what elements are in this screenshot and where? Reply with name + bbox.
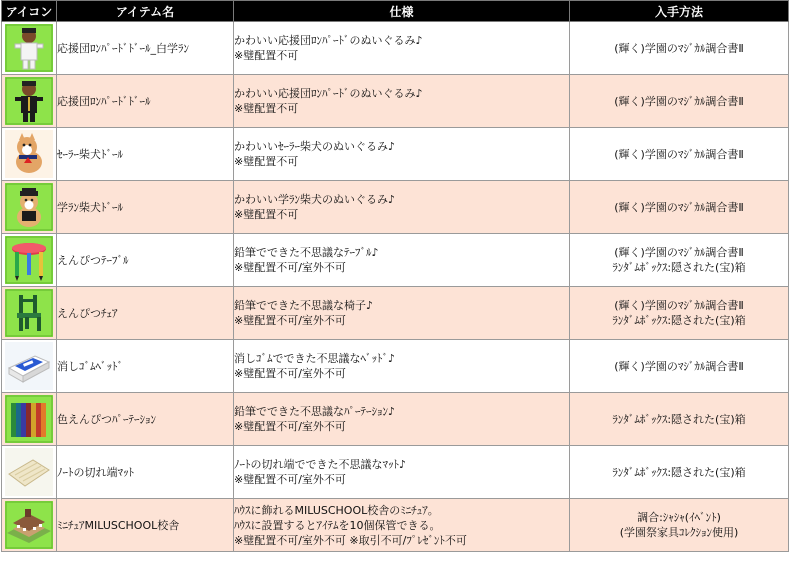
icon-cell bbox=[2, 393, 57, 446]
sailor-shiba-doll-icon bbox=[5, 130, 53, 178]
item-obtain bbox=[570, 340, 789, 393]
table-row bbox=[2, 287, 789, 340]
pencil-chair-icon bbox=[5, 289, 53, 337]
table-row bbox=[2, 446, 789, 499]
spec-line: ※璧配置不可 bbox=[234, 49, 299, 62]
miniature-school-icon bbox=[5, 501, 53, 549]
item-name: 応援団ﾛﾝﾊﾟｰﾄﾞﾄﾞｰﾙ_白学ﾗﾝ bbox=[57, 22, 234, 75]
spec-line: かわいい応援団ﾛﾝﾊﾟｰﾄﾞのぬいぐるみ♪ bbox=[234, 34, 423, 47]
obtain-line: (輝く)学園のﾏｼﾞｶﾙ調合書Ⅱ bbox=[614, 200, 744, 214]
item-name: 学ﾗﾝ柴犬ﾄﾞｰﾙ bbox=[57, 181, 234, 234]
obtain-line: 調合:ｼｬｼｬ(ｲﾍﾞﾝﾄ) bbox=[637, 511, 721, 524]
item-spec bbox=[234, 393, 570, 446]
white-uniform-cheer-doll-icon bbox=[5, 24, 53, 72]
item-name: 色えんぴつﾊﾟｰﾃｰｼｮﾝ bbox=[57, 393, 234, 446]
spec-line: ﾉｰﾄの切れ端でできた不思議なﾏｯﾄ♪ bbox=[234, 458, 407, 471]
notebook-scrap-mat-icon bbox=[5, 448, 53, 496]
spec-line: ※璧配置不可/室外不可 bbox=[234, 261, 346, 274]
item-obtain bbox=[570, 181, 789, 234]
obtain-line: ﾗﾝﾀﾞﾑﾎﾞｯｸｽ:隠された(宝)箱 bbox=[612, 465, 746, 479]
spec-line: ※璧配置不可 bbox=[234, 208, 299, 221]
spec-line: ﾊｳｽに設置するとｱｲﾃﾑを10個保管できる。 bbox=[234, 518, 441, 532]
item-spec bbox=[234, 234, 570, 287]
item-name: ｾｰﾗｰ柴犬ﾄﾞｰﾙ bbox=[57, 128, 234, 181]
item-obtain bbox=[570, 75, 789, 128]
header-icon: アイコン bbox=[2, 1, 57, 22]
item-obtain bbox=[570, 287, 789, 340]
item-name: えんぴつﾃｰﾌﾞﾙ bbox=[57, 234, 234, 287]
spec-line: ※璧配置不可 bbox=[234, 102, 299, 115]
item-obtain bbox=[570, 499, 789, 552]
item-spec bbox=[234, 128, 570, 181]
table-row bbox=[2, 340, 789, 393]
item-name: ﾐﾆﾁｭｱMILUSCHOOL校舎 bbox=[57, 499, 234, 552]
icon-cell bbox=[2, 340, 57, 393]
item-name: ﾉｰﾄの切れ端ﾏｯﾄ bbox=[57, 446, 234, 499]
obtain-line: ﾗﾝﾀﾞﾑﾎﾞｯｸｽ:隠された(宝)箱 bbox=[612, 261, 746, 274]
item-spec bbox=[234, 499, 570, 552]
item-spec bbox=[234, 181, 570, 234]
table-row bbox=[2, 22, 789, 75]
table-row bbox=[2, 499, 789, 552]
icon-cell bbox=[2, 499, 57, 552]
spec-line: ﾊｳｽに飾れるMILUSCHOOL校舎のﾐﾆﾁｭｱ。 bbox=[234, 503, 439, 517]
black-uniform-cheer-doll-icon bbox=[5, 77, 53, 125]
table-header-row bbox=[2, 1, 789, 22]
header-item-name: アイテム名 bbox=[57, 1, 234, 22]
item-spec bbox=[234, 75, 570, 128]
icon-cell bbox=[2, 75, 57, 128]
icon-cell bbox=[2, 287, 57, 340]
spec-line: かわいい学ﾗﾝ柴犬のぬいぐるみ♪ bbox=[234, 193, 396, 206]
spec-line: かわいい応援団ﾛﾝﾊﾟｰﾄﾞのぬいぐるみ♪ bbox=[234, 87, 423, 100]
spec-line: ※璧配置不可 bbox=[234, 155, 299, 168]
spec-line: ※璧配置不可/室外不可 bbox=[234, 420, 346, 433]
obtain-line: (輝く)学園のﾏｼﾞｶﾙ調合書Ⅱ bbox=[614, 246, 744, 259]
item-name: 消しｺﾞﾑﾍﾞｯﾄﾞ bbox=[57, 340, 234, 393]
item-spec bbox=[234, 287, 570, 340]
obtain-line: (学園祭家具ｺﾚｸｼｮﾝ使用) bbox=[619, 526, 739, 539]
spec-line: 消しｺﾞﾑでできた不思議なﾍﾞｯﾄﾞ♪ bbox=[234, 352, 396, 365]
obtain-line: (輝く)学園のﾏｼﾞｶﾙ調合書Ⅱ bbox=[614, 94, 744, 108]
item-table bbox=[1, 0, 789, 552]
item-name: 応援団ﾛﾝﾊﾟｰﾄﾞﾄﾞｰﾙ bbox=[57, 75, 234, 128]
spec-line: 鉛筆でできた不思議なﾃｰﾌﾞﾙ♪ bbox=[234, 246, 379, 259]
obtain-line: (輝く)学園のﾏｼﾞｶﾙ調合書Ⅱ bbox=[614, 359, 744, 373]
eraser-bed-icon bbox=[5, 342, 53, 390]
obtain-line: (輝く)学園のﾏｼﾞｶﾙ調合書Ⅱ bbox=[614, 41, 744, 55]
item-spec bbox=[234, 340, 570, 393]
item-spec bbox=[234, 22, 570, 75]
icon-cell bbox=[2, 181, 57, 234]
icon-cell bbox=[2, 446, 57, 499]
item-spec bbox=[234, 446, 570, 499]
item-obtain bbox=[570, 22, 789, 75]
icon-cell bbox=[2, 22, 57, 75]
table-row bbox=[2, 393, 789, 446]
icon-cell bbox=[2, 128, 57, 181]
header-spec: 仕様 bbox=[234, 1, 570, 22]
colored-pencil-partition-icon bbox=[5, 395, 53, 443]
gakuran-shiba-doll-icon bbox=[5, 183, 53, 231]
item-obtain bbox=[570, 234, 789, 287]
spec-line: 鉛筆でできた不思議なﾊﾟｰﾃｰｼｮﾝ♪ bbox=[234, 405, 396, 418]
spec-line: ※璧配置不可/室外不可 bbox=[234, 473, 346, 486]
obtain-line: (輝く)学園のﾏｼﾞｶﾙ調合書Ⅱ bbox=[614, 299, 744, 312]
icon-cell bbox=[2, 234, 57, 287]
obtain-line: ﾗﾝﾀﾞﾑﾎﾞｯｸｽ:隠された(宝)箱 bbox=[612, 314, 746, 327]
item-obtain bbox=[570, 446, 789, 499]
spec-line: ※璧配置不可/室外不可 bbox=[234, 314, 346, 327]
item-name: えんぴつﾁｪｱ bbox=[57, 287, 234, 340]
obtain-line: (輝く)学園のﾏｼﾞｶﾙ調合書Ⅱ bbox=[614, 147, 744, 161]
table-row bbox=[2, 181, 789, 234]
spec-line: 鉛筆でできた不思議な椅子♪ bbox=[234, 299, 374, 312]
item-obtain bbox=[570, 128, 789, 181]
spec-line: かわいいｾｰﾗｰ柴犬のぬいぐるみ♪ bbox=[234, 140, 396, 153]
spec-line: ※璧配置不可/室外不可 ※取引不可/ﾌﾟﾚｾﾞﾝﾄ不可 bbox=[234, 533, 467, 547]
obtain-line: ﾗﾝﾀﾞﾑﾎﾞｯｸｽ:隠された(宝)箱 bbox=[612, 412, 746, 426]
table-row bbox=[2, 128, 789, 181]
pencil-table-icon bbox=[5, 236, 53, 284]
item-obtain bbox=[570, 393, 789, 446]
table-row bbox=[2, 234, 789, 287]
spec-line: ※璧配置不可/室外不可 bbox=[234, 367, 346, 380]
header-obtain-method: 入手方法 bbox=[570, 1, 789, 22]
table-row bbox=[2, 75, 789, 128]
